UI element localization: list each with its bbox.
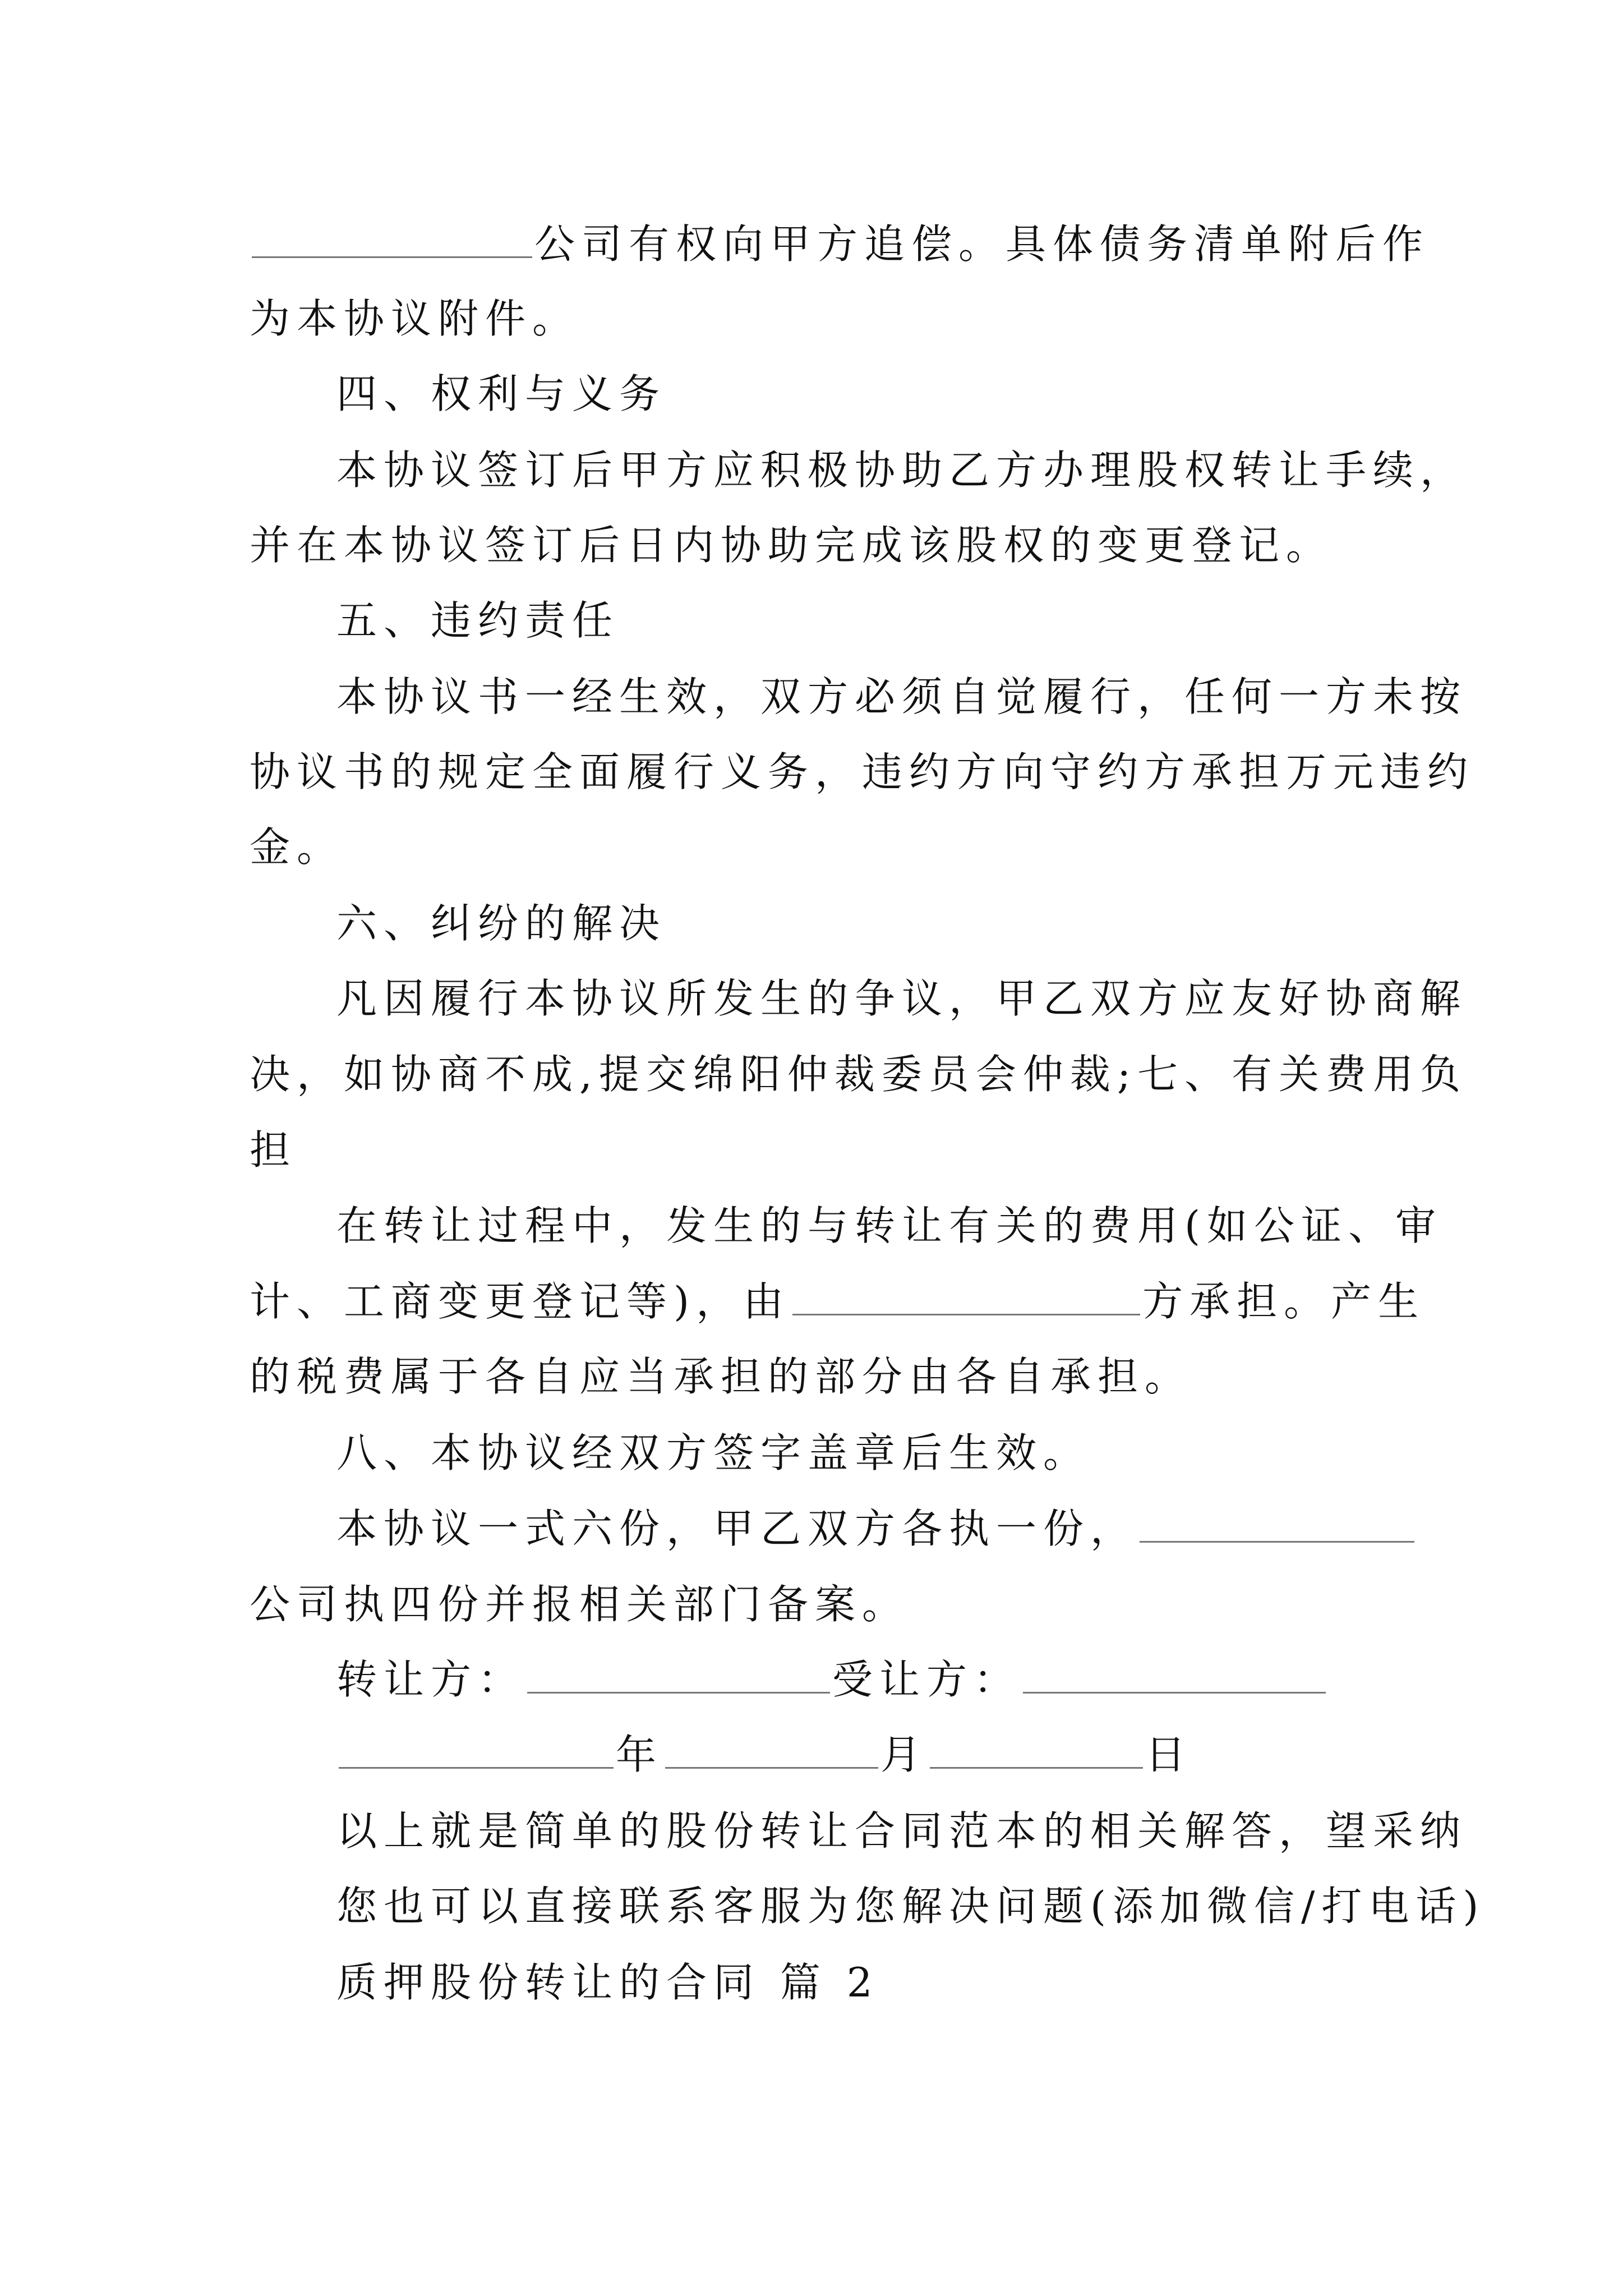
label-transferor: 转让方： <box>336 1656 525 1703</box>
heading-text-5: 五、违约责任 <box>336 597 620 644</box>
blank-transferor[interactable] <box>527 1657 830 1694</box>
text-dispute-1: 凡因履行本协议所发生的争议，甲乙双方应友好协商解 <box>336 975 1468 1022</box>
text-breach-3: 金。 <box>250 823 344 871</box>
date-line <box>336 1727 1192 1783</box>
heading-text-4: 四、权利与义务 <box>336 370 667 417</box>
text-dispute-2: 决，如协商不成,提交绵阳仲裁委员会仲裁;七、有关费用负 <box>250 1051 1468 1098</box>
blank-fee-party[interactable] <box>792 1279 1140 1315</box>
text-copies-2: 公司执四份并报相关部门备案。 <box>250 1581 910 1628</box>
paragraph-breach-line2 <box>250 744 1474 800</box>
signature-line <box>336 1651 1328 1708</box>
text-fees-1: 在转让过程中，发生的与转让有关的费用(如公证、审 <box>336 1202 1443 1249</box>
text-breach-2: 协议书的规定全面履行义务，违约方向守约方承担万元违约 <box>250 748 1475 795</box>
text-copies-1: 本协议一式六份，甲乙双方各执一份， <box>336 1505 1138 1552</box>
paragraph-dispute-line2 <box>250 1046 1467 1102</box>
paragraph-dispute-line3 <box>250 1122 297 1178</box>
paragraph-copies-line2 <box>250 1576 909 1632</box>
heading-effectiveness <box>336 1425 1090 1481</box>
label-transferee: 受让方： <box>832 1656 1021 1703</box>
label-year: 年 <box>616 1731 663 1778</box>
paragraph-rights-line1 <box>336 442 1467 498</box>
text-note-2: 您也可以直接联系客服为您解决问题(添加微信/打电话) <box>336 1883 1486 1930</box>
paragraph-fees-line2 <box>250 1273 1425 1329</box>
paragraph-rights-line2 <box>250 517 1333 573</box>
blank-copies-company[interactable] <box>1140 1506 1414 1543</box>
paragraph-breach-line3 <box>250 819 344 875</box>
note-line1 <box>336 1803 1467 1859</box>
text-attachment: 为本协议附件。 <box>250 295 580 342</box>
blank-day[interactable] <box>930 1732 1143 1769</box>
heading-rights-obligations <box>336 366 666 422</box>
section-title-part2 <box>336 1954 879 2010</box>
text-fees-2a: 计、工商变更登记等)，由 <box>250 1278 791 1325</box>
note-line2 <box>336 1878 1485 1934</box>
paragraph-fees-line3 <box>250 1349 1192 1405</box>
heading-breach-liability <box>336 592 619 648</box>
text-note-1: 以上就是简单的股份转让合同范本的相关解答，望采纳 <box>336 1807 1468 1855</box>
blank-month[interactable] <box>665 1732 878 1769</box>
paragraph-dispute-line1 <box>336 970 1467 1027</box>
heading-text-8: 八、本协议经双方签字盖章后生效。 <box>336 1429 1091 1476</box>
heading-dispute-resolution <box>336 895 666 951</box>
label-month: 月 <box>880 1731 928 1778</box>
text-fees-2b: 方承担。产生 <box>1142 1278 1426 1325</box>
label-day: 日 <box>1145 1731 1193 1778</box>
text-rights-2: 并在本协议签订后日内协助完成该股权的变更登记。 <box>250 522 1334 569</box>
text-breach-1: 本协议书一经生效，双方必须自觉履行，任何一方未按 <box>336 673 1468 720</box>
paragraph-breach-line1 <box>336 669 1467 725</box>
doc-line-attachment <box>250 291 579 347</box>
heading-text-6: 六、纠纷的解决 <box>336 900 667 947</box>
text-rights-1: 本协议签订后甲方应积极协助乙方办理股权转让手续， <box>336 447 1468 494</box>
paragraph-fees-line1 <box>336 1198 1442 1254</box>
text-title-2: 质押股份转让的合同 篇 2 <box>336 1959 879 2006</box>
doc-line-debt-clause <box>250 216 1430 272</box>
blank-year[interactable] <box>339 1732 614 1769</box>
paragraph-copies-line1 <box>336 1501 1417 1557</box>
blank-company-name[interactable] <box>252 222 532 258</box>
text-fees-3: 的税费属于各自应当承担的部分由各自承担。 <box>250 1353 1192 1400</box>
text-dispute-3: 担 <box>250 1126 297 1174</box>
text-debt-clause: 公司有权向甲方追偿。具体债务清单附后作 <box>534 220 1430 268</box>
blank-transferee[interactable] <box>1023 1657 1326 1694</box>
